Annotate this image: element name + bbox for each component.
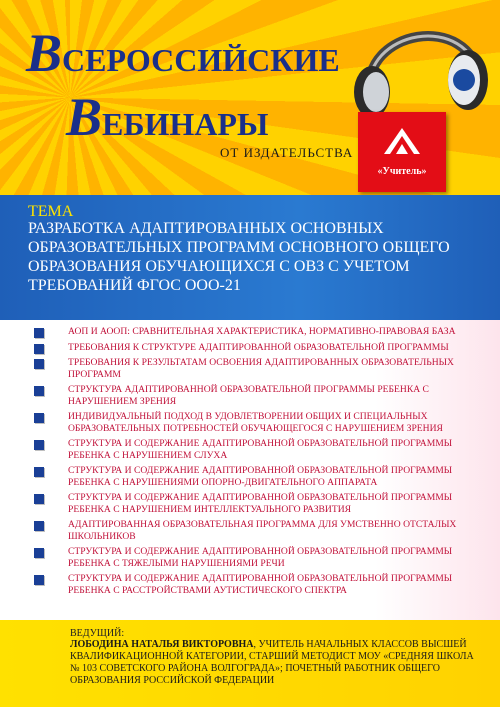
bullet-icon bbox=[34, 386, 44, 396]
topic-text: РАЗРАБОТКА АДАПТИРОВАННЫХ ОСНОВНЫХ ОБРАЗОВАТЕЛЬНЫХ ПРОГРАММ ОСНОВНОГО ОБЩЕГО ОБРАЗОВАНИЯ ОБУЧАЮЩИХСЯ С ОВЗ С УЧЕТОМ ТРЕБОВАНИЙ ФГОС ООО-21 bbox=[28, 220, 450, 294]
list-item: ТРЕБОВАНИЯ К РЕЗУЛЬТАТАМ ОСВОЕНИЯ АДАПТИРОВАННЫХ ОБРАЗОВАТЕЛЬНЫХ ПРОГРАММ bbox=[34, 357, 474, 380]
bullet-icon bbox=[34, 440, 44, 450]
title-line-2: ВЕБИНАРЫ bbox=[66, 87, 269, 147]
agenda-list bbox=[34, 326, 474, 600]
bullet-icon bbox=[34, 467, 44, 477]
list-item: СТРУКТУРА И СОДЕРЖАНИЕ АДАПТИРОВАННОЙ ОБРАЗОВАТЕЛЬНОЙ ПРОГРАММЫ РЕБЕНКА С РАССТРОЙСТВАМИ АУТИСТИЧЕСКОГО СПЕКТРА bbox=[34, 573, 474, 596]
agenda-section bbox=[0, 320, 500, 620]
list-item: АДАПТИРОВАННАЯ ОБРАЗОВАТЕЛЬНАЯ ПРОГРАММА ДЛЯ УМСТВЕННО ОТСТАЛЫХ ШКОЛЬНИКОВ bbox=[34, 519, 474, 542]
bullet-icon bbox=[34, 344, 44, 354]
presenter-info bbox=[70, 639, 480, 687]
list-item: АОП И АООП: СРАВНИТЕЛЬНАЯ ХАРАКТЕРИСТИКА, НОРМАТИВНО-ПРАВОВАЯ БАЗА bbox=[34, 326, 474, 338]
bullet-icon bbox=[34, 521, 44, 531]
list-item: СТРУКТУРА АДАПТИРОВАННОЙ ОБРАЗОВАТЕЛЬНОЙ ПРОГРАММЫ РЕБЕНКА С НАРУШЕНИЕМ ЗРЕНИЯ bbox=[34, 384, 474, 407]
topic-band bbox=[0, 195, 500, 320]
title-line-1: ВСЕРОССИЙСКИЕ bbox=[26, 23, 340, 83]
presenter-section bbox=[0, 620, 500, 707]
list-item: СТРУКТУРА И СОДЕРЖАНИЕ АДАПТИРОВАННОЙ ОБРАЗОВАТЕЛЬНОЙ ПРОГРАММЫ РЕБЕНКА С НАРУШЕНИЯМИ ОПОРНО-ДВИГАТЕЛЬНОГО АППАРАТА bbox=[34, 465, 474, 488]
logo-text: «Учитель» bbox=[377, 166, 427, 177]
bullet-icon bbox=[34, 328, 44, 338]
list-item: СТРУКТУРА И СОДЕРЖАНИЕ АДАПТИРОВАННОЙ ОБРАЗОВАТЕЛЬНОЙ ПРОГРАММЫ РЕБЕНКА С ТЯЖЕЛЫМИ НАРУШЕНИЯМИ РЕЧИ bbox=[34, 546, 474, 569]
list-item: СТРУКТУРА И СОДЕРЖАНИЕ АДАПТИРОВАННОЙ ОБРАЗОВАТЕЛЬНОЙ ПРОГРАММЫ РЕБЕНКА С НАРУШЕНИЕМ СЛУХА bbox=[34, 438, 474, 461]
publisher-caption: ОТ ИЗДАТЕЛЬСТВА bbox=[220, 145, 354, 160]
bullet-icon bbox=[34, 548, 44, 558]
presenter-description: , УЧИТЕЛЬ НАЧАЛЬНЫХ КЛАССОВ ВЫСШЕЙ КВАЛИФИКАЦИОННОЙ КАТЕГОРИИ, СТАРШИЙ МЕТОДИСТ МОУ «СРЕДНЯЯ ШКОЛА № 103 СОВЕТСКОГО РАЙОНА ВОЛГОГРАДА»; ПОЧЕТНЫЙ РАБОТНИК ОБЩЕГО ОБРАЗОВАНИЯ РОССИЙСКОЙ ФЕДЕРАЦИИ bbox=[70, 639, 474, 686]
bullet-icon bbox=[34, 575, 44, 585]
bullet-icon bbox=[34, 359, 44, 369]
header-banner bbox=[0, 0, 500, 195]
presenter-label: ВЕДУЩИЙ: bbox=[70, 628, 125, 639]
list-item: ТРЕБОВАНИЯ К СТРУКТУРЕ АДАПТИРОВАННОЙ ОБРАЗОВАТЕЛЬНОЙ ПРОГРАММЫ bbox=[34, 342, 474, 354]
presenter-name: ЛОБОДИНА НАТАЛЬЯ ВИКТОРОВНА bbox=[70, 639, 254, 650]
book-logo-icon bbox=[380, 120, 424, 160]
publisher-logo bbox=[358, 112, 446, 192]
topic-label: ТЕМА bbox=[28, 203, 74, 220]
webinar-title bbox=[26, 23, 340, 147]
list-item: ИНДИВИДУАЛЬНЫЙ ПОДХОД В УДОВЛЕТВОРЕНИИ ОБЩИХ И СПЕЦИАЛЬНЫХ ОБРАЗОВАТЕЛЬНЫХ ПОТРЕБНОСТЕЙ ОБУЧАЮЩЕГОСЯ С НАРУШЕНИЕМ ЗРЕНИЯ bbox=[34, 411, 474, 434]
bullet-icon bbox=[34, 494, 44, 504]
bullet-icon bbox=[34, 413, 44, 423]
list-item: СТРУКТУРА И СОДЕРЖАНИЕ АДАПТИРОВАННОЙ ОБРАЗОВАТЕЛЬНОЙ ПРОГРАММЫ РЕБЕНКА С НАРУШЕНИЕМ ИНТЕЛЛЕКТУАЛЬНОГО РАЗВИТИЯ bbox=[34, 492, 474, 515]
